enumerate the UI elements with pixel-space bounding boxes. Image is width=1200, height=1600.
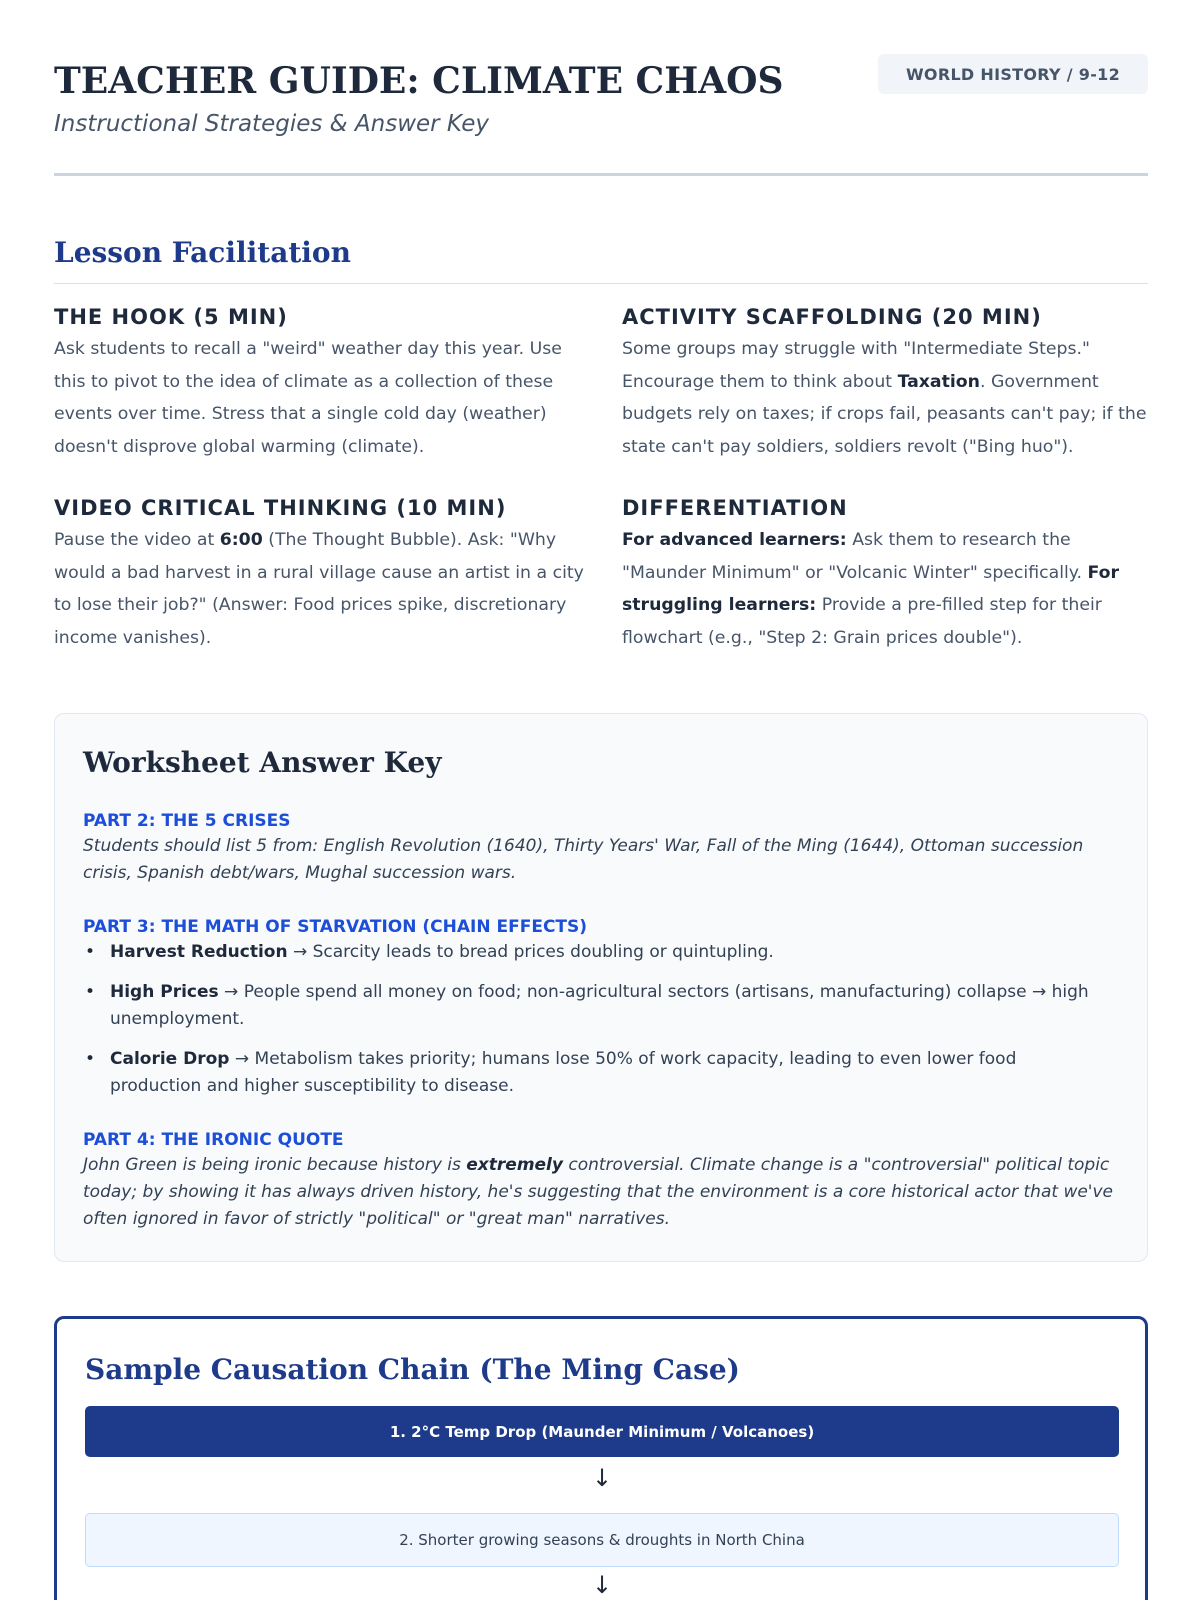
video-block bbox=[54, 496, 584, 654]
list-item: • High Prices → People spend all money on food; non-agricultural sectors (artisans, manufacturing) collapse → high unemployment. bbox=[83, 979, 1113, 1033]
list-item: • Calorie Drop → Metabolism takes priority; humans lose 50% of work capacity, leading to even lower food production and higher susceptibility to disease. bbox=[83, 1046, 1113, 1100]
list-item: • Harvest Reduction → Scarcity leads to bread prices doubling or quintupling. bbox=[83, 939, 1113, 966]
down-arrow-icon: ↓ bbox=[591, 1571, 613, 1599]
part4-text: John Green is being ironic because history is extremely controversial. Climate change is a "controversial" political topic today; by showing it has always driven history, he's suggesting that the environment is a core historical actor that we've often ignored in favor of strictly "political" or "great man" narratives. bbox=[83, 1155, 1114, 1229]
causation-chain-card bbox=[54, 1316, 1148, 1600]
hook-text: Ask students to recall a "weird" weather day this year. Use this to pivot to the idea of climate as a collection of these events over time. Stress that a single cold day (weather) doesn't disprove global warming (climate). bbox=[54, 339, 562, 457]
page-title: TEACHER GUIDE: CLIMATE CHAOS bbox=[54, 60, 784, 102]
answer-key-title: Worksheet Answer Key bbox=[83, 746, 442, 779]
emphasis-timestamp: 6:00 bbox=[219, 530, 263, 550]
section-divider bbox=[54, 283, 1148, 284]
scaffolding-text: Some groups may struggle with "Intermediate Steps." Encourage them to think about Taxation. Government budgets rely on taxes; if crops fail, peasants can't pay; if the state can't pay soldiers, soldiers revolt ("Bing huo"). bbox=[622, 339, 1147, 457]
part4-block bbox=[83, 1130, 1113, 1233]
part4-heading: PART 4: THE IRONIC QUOTE bbox=[83, 1130, 344, 1150]
chain-step-1: 1. 2°C Temp Drop (Maunder Minimum / Volcanoes) bbox=[85, 1406, 1119, 1457]
part3-heading: PART 3: THE MATH OF STARVATION (CHAIN EFFECTS) bbox=[83, 917, 588, 937]
differentiation-heading: DIFFERENTIATION bbox=[622, 496, 848, 520]
answer-key-card bbox=[54, 713, 1148, 1262]
page-subtitle: Instructional Strategies & Answer Key bbox=[54, 111, 489, 137]
down-arrow-icon: ↓ bbox=[591, 1464, 613, 1492]
hook-heading: THE HOOK (5 MIN) bbox=[54, 305, 288, 329]
causation-chain-title: Sample Causation Chain (The Ming Case) bbox=[85, 1353, 740, 1386]
part2-block bbox=[83, 811, 1113, 887]
part2-text: Students should list 5 from: English Revolution (1640), Thirty Years' War, Fall of the Ming (1644), Ottoman succession crisis, Spanish debt/wars, Mughal succession wars. bbox=[83, 836, 1084, 883]
part3-block bbox=[83, 917, 1113, 1113]
hook-block bbox=[54, 305, 584, 463]
emphasis-taxation: Taxation bbox=[897, 371, 980, 392]
differentiation-text: For advanced learners: Ask them to research the "Maunder Minimum" or "Volcanic Winter" specifically. For struggling learners: Provide a pre-filled step for their flowchart (e.g., "Step 2: Grain prices double"). bbox=[622, 530, 1120, 648]
part2-heading: PART 2: THE 5 CRISES bbox=[83, 811, 291, 831]
scaffolding-heading: ACTIVITY SCAFFOLDING (20 MIN) bbox=[622, 305, 1042, 329]
section-title-facilitation: Lesson Facilitation bbox=[54, 236, 351, 269]
grade-badge: WORLD HISTORY / 9-12 bbox=[878, 54, 1148, 94]
video-text: Pause the video at 6:00 (The Thought Bubble). Ask: "Why would a bad harvest in a rural village cause an artist in a city to lose their job?" (Answer: Food prices spike, discretionary income vanishes). bbox=[54, 530, 584, 648]
video-heading: VIDEO CRITICAL THINKING (10 MIN) bbox=[54, 496, 507, 520]
chain-step-2: 2. Shorter growing seasons & droughts in North China bbox=[85, 1513, 1119, 1567]
scaffolding-block bbox=[622, 305, 1152, 463]
chain-effects-list bbox=[83, 939, 1113, 1100]
differentiation-block bbox=[622, 496, 1152, 654]
page-header bbox=[54, 54, 1148, 176]
